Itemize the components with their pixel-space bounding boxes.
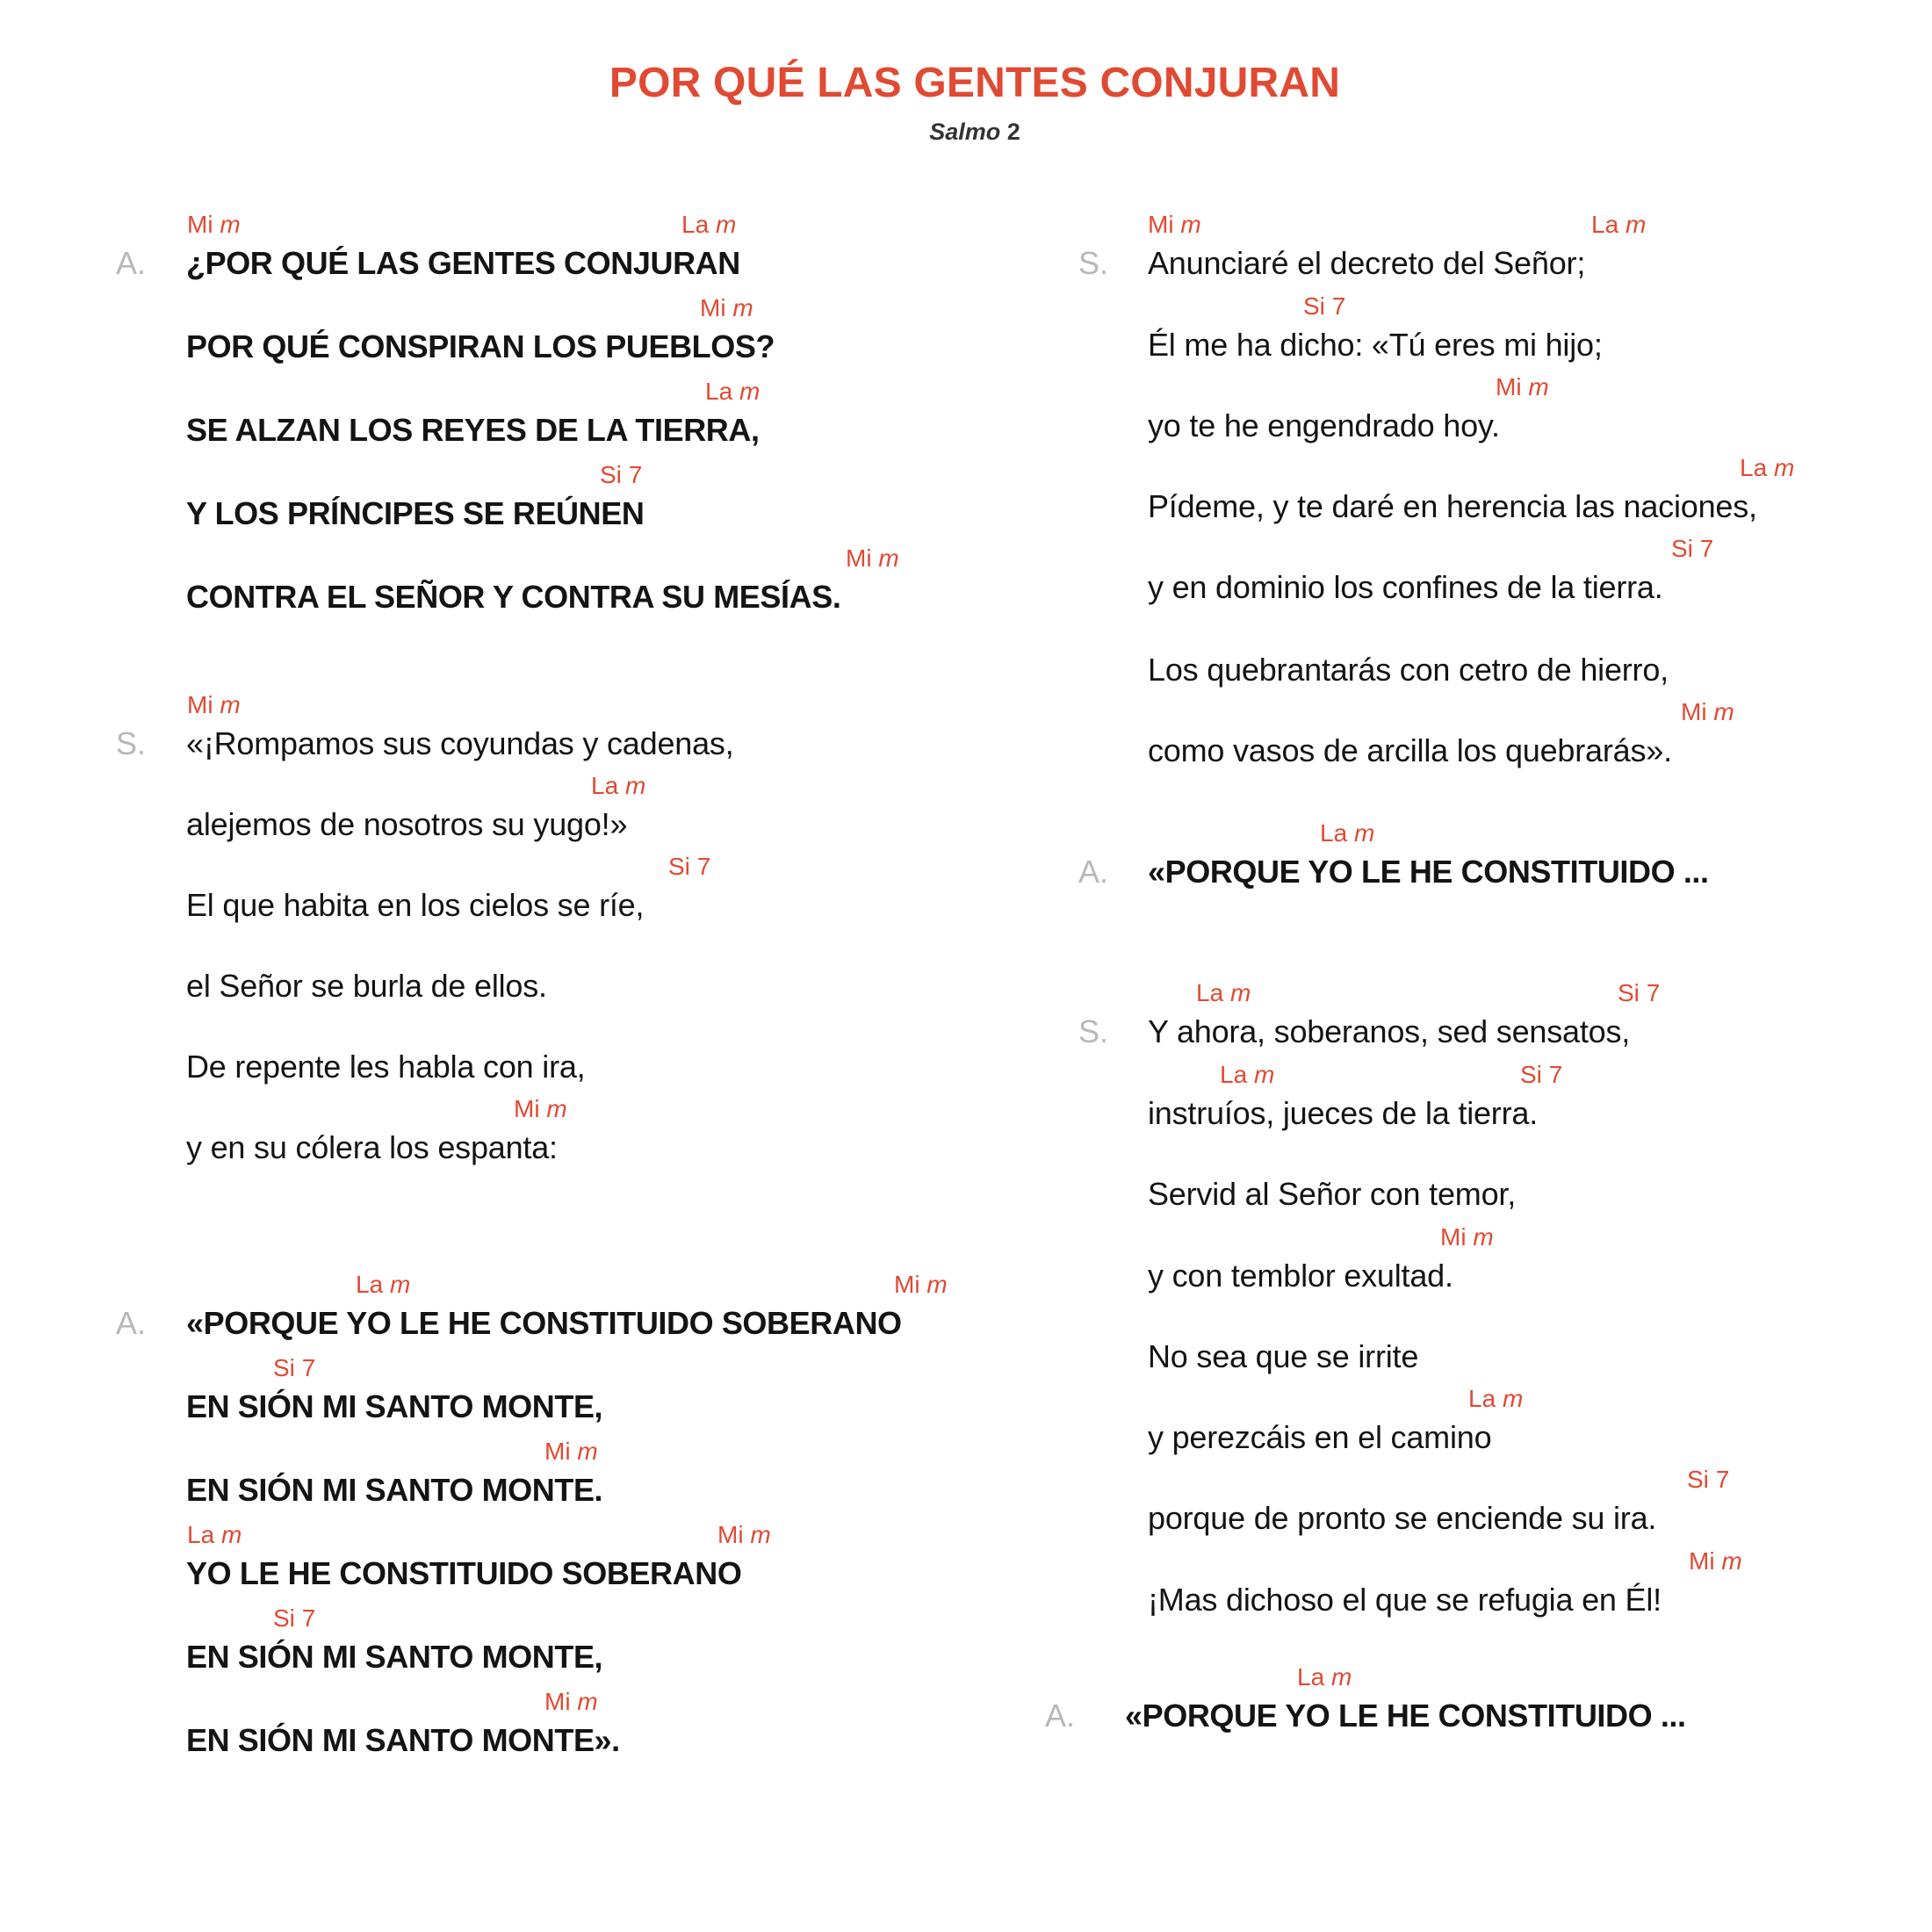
lyric-line: «PORQUE YO LE HE CONSTITUIDO SOBERANO	[186, 1305, 902, 1341]
chord-minor-quality: m	[1180, 211, 1201, 238]
lyric-line: porque de pronto se enciende su ira.	[1148, 1500, 1657, 1536]
lyric-line: SE ALZAN LOS REYES DE LA TIERRA,	[186, 412, 760, 448]
lyric-line: Y ahora, soberanos, sed sensatos,	[1148, 1013, 1631, 1049]
chord-minor-quality: m	[220, 691, 241, 718]
chord-minor-quality: m	[389, 1271, 411, 1298]
lyric-line: Anunciaré el decreto del Señor;	[1148, 245, 1586, 281]
song-subtitle	[0, 120, 1932, 144]
chord-minor-quality: m	[1713, 698, 1734, 725]
chord-minor-quality: m	[1721, 1547, 1742, 1575]
chord-root: La	[187, 1521, 215, 1548]
soloist-label: S.	[1078, 245, 1109, 281]
chord-root: Mi	[1496, 373, 1522, 400]
lyric-line: CONTRA EL SEÑOR Y CONTRA SU MESÍAS.	[186, 579, 841, 615]
chord-marker	[544, 1439, 598, 1464]
assembly-label: A.	[1078, 854, 1109, 890]
chord-minor-quality: m	[732, 294, 753, 321]
chord-root: Mi	[514, 1095, 540, 1122]
chord-marker	[591, 774, 645, 798]
chord-minor-quality: m	[1502, 1385, 1524, 1412]
chord-root: La	[1297, 1663, 1325, 1690]
chord-root: Si	[1687, 1466, 1709, 1493]
chord-root: Mi	[187, 211, 213, 238]
chord-marker	[1220, 1063, 1274, 1087]
chord-marker	[700, 296, 753, 321]
chord-minor-quality: m	[220, 1521, 242, 1548]
chord-marker	[668, 854, 710, 879]
lyric-line: EN SIÓN MI SANTO MONTE,	[186, 1639, 603, 1675]
chord-marker	[717, 1523, 771, 1547]
chord-marker	[1591, 213, 1646, 237]
chord-seventh: 7	[301, 1604, 316, 1632]
chord-minor-quality: m	[739, 378, 761, 405]
lyric-line: El que habita en los cielos se ríe,	[186, 887, 645, 923]
chord-seventh: 7	[301, 1354, 316, 1381]
lyric-line: EN SIÓN MI SANTO MONTE».	[186, 1722, 620, 1758]
assembly-label: A.	[116, 245, 147, 281]
lyric-line: yo te he engendrado hoy.	[1148, 407, 1500, 443]
chord-root: La	[681, 211, 710, 238]
chord-root: Mi	[1440, 1223, 1467, 1251]
chord-root: La	[1468, 1385, 1496, 1412]
chord-minor-quality: m	[1773, 454, 1795, 481]
chord-marker	[356, 1272, 410, 1297]
chord-minor-quality: m	[220, 211, 241, 238]
chord-root: Mi	[1681, 698, 1707, 725]
chord-root: Mi	[1148, 211, 1174, 238]
chord-minor-quality: m	[1473, 1223, 1494, 1251]
chord-marker	[1320, 821, 1374, 846]
chord-root: Si	[1618, 979, 1640, 1006]
chord-marker	[1297, 1665, 1352, 1690]
chord-minor-quality: m	[577, 1438, 598, 1465]
chord-root: Mi	[894, 1271, 920, 1298]
chord-seventh: 7	[1331, 292, 1346, 320]
chord-minor-quality: m	[577, 1688, 598, 1715]
lyric-line: ¡Mas dichoso el que se refugia en Él!	[1148, 1582, 1662, 1618]
chord-root: La	[1591, 211, 1619, 238]
lyric-line: ¿POR QUÉ LAS GENTES CONJURAN	[186, 245, 740, 281]
chord-root: La	[591, 772, 619, 799]
chord-marker	[514, 1097, 567, 1121]
chord-minor-quality: m	[546, 1095, 567, 1122]
chord-marker	[1196, 981, 1251, 1006]
assembly-label: A.	[1045, 1698, 1076, 1734]
chord-seventh: 7	[1715, 1466, 1730, 1493]
lyric-line: y en dominio los confines de la tierra.	[1148, 569, 1663, 605]
lyric-line: Y LOS PRÍNCIPES SE REÚNEN	[186, 495, 645, 531]
chord-seventh: 7	[628, 461, 643, 488]
chord-marker	[273, 1606, 315, 1631]
chord-seventh: 7	[696, 853, 711, 880]
chord-root: Si	[1303, 292, 1325, 320]
chord-marker	[1740, 456, 1794, 480]
chord-marker	[1148, 213, 1201, 237]
subtitle-psalm-word: Salmo	[929, 119, 1001, 145]
chord-marker	[187, 213, 241, 237]
chord-root: La	[356, 1271, 384, 1298]
chord-minor-quality: m	[1330, 1663, 1352, 1690]
chord-root: Si	[1671, 535, 1693, 562]
chord-marker	[894, 1272, 948, 1297]
chord-marker	[1687, 1467, 1729, 1492]
lyric-line: y en su cólera los espanta:	[186, 1129, 558, 1165]
lyric-line: No sea que se irrite	[1148, 1338, 1419, 1374]
chord-root: Mi	[544, 1438, 571, 1465]
chord-marker	[273, 1356, 315, 1381]
lyric-line: Él me ha dicho: «Tú eres mi hijo;	[1148, 327, 1603, 363]
lyric-line: el Señor se burla de ellos.	[186, 968, 547, 1004]
chord-minor-quality: m	[624, 772, 646, 799]
chord-minor-quality: m	[1229, 979, 1251, 1006]
chord-root: La	[1196, 979, 1224, 1006]
chord-root: Si	[600, 461, 622, 488]
chord-minor-quality: m	[1528, 373, 1549, 400]
lyric-line: De repente les habla con ira,	[186, 1049, 586, 1085]
chord-marker	[1440, 1225, 1494, 1250]
soloist-label: S.	[116, 725, 147, 761]
chord-minor-quality: m	[926, 1271, 948, 1298]
chord-marker	[1520, 1063, 1562, 1087]
chord-root: La	[1220, 1061, 1248, 1088]
lyric-line: EN SIÓN MI SANTO MONTE.	[186, 1472, 603, 1508]
chord-minor-quality: m	[715, 211, 737, 238]
chord-marker	[1689, 1549, 1742, 1574]
chord-root: Mi	[717, 1521, 744, 1548]
lyric-line: «¡Rompamos sus coyundas y cadenas,	[186, 725, 734, 761]
chord-marker	[1618, 981, 1660, 1006]
assembly-label: A.	[116, 1305, 147, 1341]
lyric-line: Los quebrantarás con cetro de hierro,	[1148, 652, 1669, 688]
chord-marker	[1468, 1387, 1523, 1411]
chord-marker	[681, 213, 736, 237]
lyric-line: EN SIÓN MI SANTO MONTE,	[186, 1388, 603, 1424]
lyric-line: Servid al Señor con temor,	[1148, 1176, 1517, 1212]
chord-root: Si	[273, 1354, 295, 1381]
chord-marker	[600, 463, 642, 487]
chord-marker	[1681, 700, 1734, 724]
subtitle-psalm-number: 2	[1006, 119, 1020, 145]
soloist-label: S.	[1078, 1013, 1109, 1049]
chord-root: Mi	[846, 544, 872, 572]
lyric-line: y perezcáis en el camino	[1148, 1419, 1492, 1455]
lyric-line: alejemos de nosotros su yugo!»	[186, 806, 628, 842]
chord-marker	[705, 379, 760, 404]
chord-minor-quality: m	[878, 544, 899, 572]
chord-marker	[1671, 537, 1713, 561]
lyric-line: instruíos, jueces de la tierra.	[1148, 1095, 1539, 1131]
chord-minor-quality: m	[1253, 1061, 1275, 1088]
chord-minor-quality: m	[750, 1521, 771, 1548]
lyric-line: Pídeme, y te daré en herencia las naciones,	[1148, 488, 1757, 524]
chord-minor-quality: m	[1625, 211, 1647, 238]
chord-root: La	[1320, 819, 1348, 847]
song-title: POR QUÉ LAS GENTES CONJURAN	[609, 60, 1341, 106]
chord-root: Si	[273, 1604, 295, 1632]
chord-minor-quality: m	[1353, 819, 1375, 847]
chord-marker	[187, 1523, 242, 1547]
chord-marker	[1303, 294, 1345, 319]
lyric-line: «PORQUE YO LE HE CONSTITUIDO ...	[1125, 1698, 1686, 1734]
chord-root: Mi	[1689, 1547, 1715, 1575]
lyric-line: y con temblor exultad.	[1148, 1258, 1453, 1294]
chord-root: Mi	[700, 294, 726, 321]
chord-marker	[1496, 375, 1549, 400]
chord-root: Si	[1520, 1061, 1542, 1088]
chord-marker	[187, 693, 241, 717]
lyric-line: «PORQUE YO LE HE CONSTITUIDO ...	[1148, 854, 1709, 890]
chord-seventh: 7	[1699, 535, 1714, 562]
chord-root: Mi	[187, 691, 213, 718]
lyric-line: POR QUÉ CONSPIRAN LOS PUEBLOS?	[186, 328, 775, 364]
chord-marker	[846, 546, 899, 571]
chord-root: La	[705, 378, 733, 405]
chord-marker	[544, 1690, 598, 1714]
chord-seventh: 7	[1548, 1061, 1563, 1088]
chord-root: Mi	[544, 1688, 571, 1715]
lyric-line: YO LE HE CONSTITUIDO SOBERANO	[186, 1555, 742, 1591]
chord-root: La	[1740, 454, 1768, 481]
chord-root: Si	[668, 853, 690, 880]
chord-seventh: 7	[1646, 979, 1661, 1006]
lyric-line: como vasos de arcilla los quebrarás».	[1148, 732, 1672, 768]
